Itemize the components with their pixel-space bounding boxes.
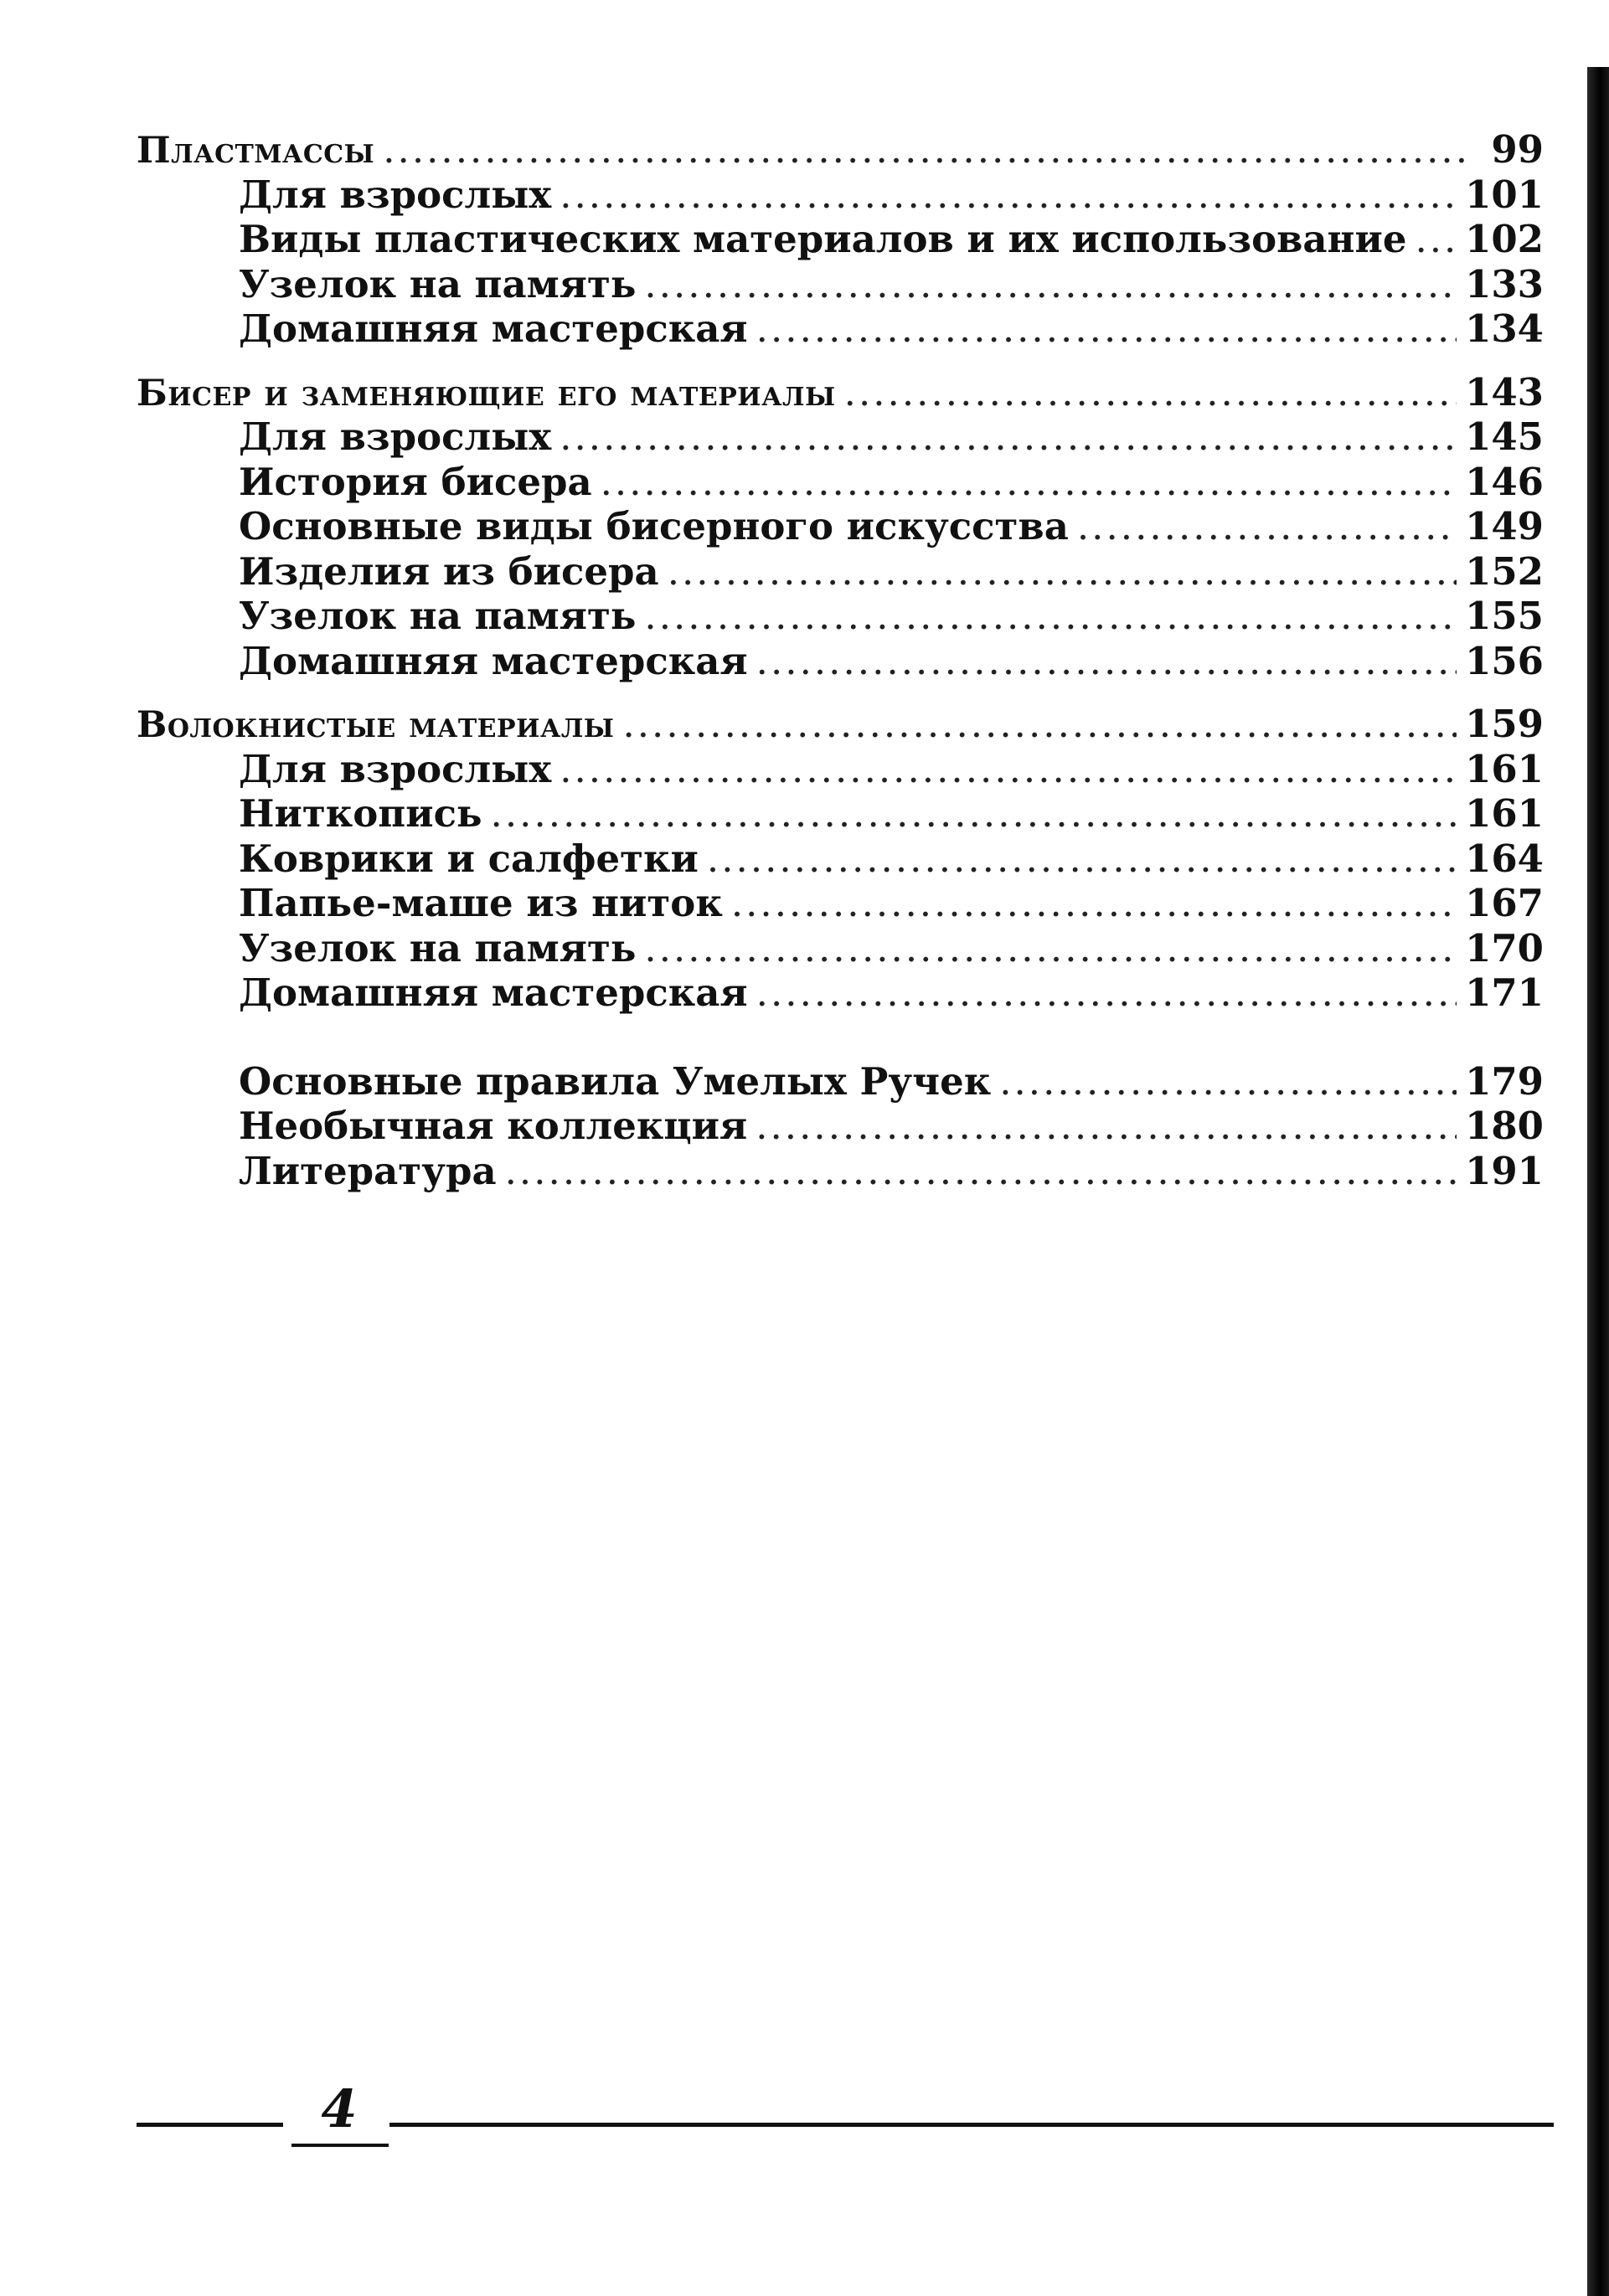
toc-entry-page: 143 bbox=[1465, 369, 1544, 414]
toc-entry-page: 161 bbox=[1465, 791, 1544, 836]
toc-entry-page: 179 bbox=[1465, 1058, 1544, 1104]
toc-entry-page: 167 bbox=[1465, 881, 1544, 925]
toc-entry-page: 164 bbox=[1465, 836, 1544, 881]
toc-subsection-entry bbox=[137, 639, 1544, 684]
toc-entry-page: 191 bbox=[1465, 1148, 1544, 1193]
toc-entry-title: Пластмассы bbox=[137, 130, 375, 172]
toc-entry-page: 145 bbox=[1465, 414, 1544, 459]
footer-rule-right bbox=[389, 2123, 1554, 2127]
toc-dot-leader bbox=[601, 460, 1457, 504]
toc-subsection-entry bbox=[137, 414, 1544, 460]
toc-entry-page: 155 bbox=[1465, 594, 1544, 638]
toc-section-entry bbox=[137, 370, 1544, 415]
toc-dot-leader bbox=[756, 639, 1457, 683]
toc-subsection-entry bbox=[137, 837, 1544, 882]
toc-entry-title: Виды пластических материалов и их использование bbox=[239, 217, 1407, 261]
toc-subsection-entry bbox=[137, 1149, 1544, 1194]
toc-subsection-entry bbox=[137, 1059, 1544, 1104]
toc-entry-page: 134 bbox=[1465, 306, 1544, 351]
toc-entry-title: Домашняя мастерская bbox=[239, 970, 748, 1015]
toc-dot-leader bbox=[644, 594, 1457, 638]
toc-dot-leader bbox=[844, 370, 1457, 414]
page-number-underline bbox=[291, 2144, 389, 2147]
toc-entry-page: 180 bbox=[1465, 1104, 1544, 1148]
toc-entry-title: Основные виды бисерного искусства bbox=[239, 504, 1069, 548]
toc-entry-title: Необычная коллекция bbox=[239, 1104, 748, 1148]
toc-entry-title: Ниткопись bbox=[239, 791, 482, 836]
toc-subsection-entry bbox=[137, 306, 1544, 352]
toc-dot-leader bbox=[560, 747, 1457, 791]
toc-dot-leader bbox=[622, 702, 1457, 746]
toc-entry-page: 102 bbox=[1465, 217, 1544, 261]
toc-subsection-entry bbox=[137, 791, 1544, 837]
toc-subsection-entry bbox=[137, 217, 1544, 262]
page-number: 4 bbox=[321, 2078, 358, 2139]
toc-dot-leader bbox=[505, 1149, 1457, 1193]
toc-entry-page: 101 bbox=[1465, 172, 1544, 217]
toc-section-entry bbox=[137, 127, 1544, 172]
toc-subsection-entry bbox=[137, 460, 1544, 505]
toc-entry-title: Узелок на память bbox=[239, 925, 637, 970]
toc-entry-page: 99 bbox=[1491, 127, 1544, 172]
toc-entry-title: Домашняя мастерская bbox=[239, 638, 748, 683]
toc-entry-page: 149 bbox=[1465, 504, 1544, 548]
toc-dot-leader bbox=[756, 1104, 1457, 1148]
toc-dot-leader bbox=[491, 791, 1457, 836]
toc-dot-leader bbox=[999, 1059, 1457, 1104]
toc-subsection-entry bbox=[137, 1104, 1544, 1149]
toc-dot-leader bbox=[707, 837, 1457, 881]
toc-dot-leader bbox=[756, 970, 1457, 1015]
toc-entry-title: Основные правила Умелых Ручек bbox=[239, 1058, 992, 1104]
toc-section-entry bbox=[137, 702, 1544, 747]
toc-entry-page: 159 bbox=[1465, 702, 1544, 746]
toc-dot-leader bbox=[560, 172, 1457, 217]
toc-entry-title: Для взрослых bbox=[239, 746, 552, 791]
toc-entry-page: 156 bbox=[1465, 638, 1544, 683]
toc-dot-leader bbox=[756, 306, 1457, 351]
toc-dot-leader bbox=[644, 262, 1457, 306]
toc-dot-leader bbox=[644, 926, 1457, 970]
toc-entry-title: Литература bbox=[239, 1148, 497, 1193]
toc-entry-title: Изделия из бисера bbox=[239, 548, 659, 594]
toc-entry-page: 146 bbox=[1465, 459, 1544, 504]
toc-entry-page: 152 bbox=[1465, 548, 1544, 594]
toc-dot-leader bbox=[731, 881, 1457, 925]
toc-subsection-entry bbox=[137, 970, 1544, 1016]
toc-subsection-entry bbox=[137, 504, 1544, 549]
toc-entry-title: Для взрослых bbox=[239, 172, 552, 217]
toc-subsection-entry bbox=[137, 881, 1544, 926]
toc-dot-leader bbox=[1077, 504, 1457, 548]
toc-dot-leader bbox=[1415, 217, 1457, 261]
toc-entry-title: Коврики и салфетки bbox=[239, 836, 699, 881]
toc-entry-title: История бисера bbox=[239, 459, 592, 504]
toc-entry-title: Волокнистые материалы bbox=[137, 704, 615, 746]
table-of-contents bbox=[137, 127, 1544, 1193]
toc-entry-title: Бисер и заменяющие его материалы bbox=[137, 372, 836, 414]
footer-rule-left bbox=[137, 2123, 283, 2127]
toc-entry-title: Узелок на память bbox=[239, 594, 637, 638]
scan-edge-shadow bbox=[1587, 67, 1609, 2296]
toc-dot-leader bbox=[383, 127, 1468, 172]
toc-subsection-entry bbox=[137, 549, 1544, 595]
toc-entry-page: 133 bbox=[1465, 261, 1544, 306]
toc-subsection-entry bbox=[137, 747, 1544, 792]
toc-entry-title: Домашняя мастерская bbox=[239, 306, 748, 351]
toc-subsection-entry bbox=[137, 594, 1544, 639]
toc-dot-leader bbox=[668, 549, 1457, 594]
toc-entry-page: 170 bbox=[1465, 925, 1544, 970]
toc-entry-page: 171 bbox=[1465, 970, 1544, 1015]
toc-entry-title: Для взрослых bbox=[239, 414, 552, 459]
toc-subsection-entry bbox=[137, 926, 1544, 971]
toc-entry-title: Папье-маше из ниток bbox=[239, 881, 723, 925]
toc-entry-page: 161 bbox=[1465, 746, 1544, 791]
toc-subsection-entry bbox=[137, 172, 1544, 218]
toc-dot-leader bbox=[560, 414, 1457, 459]
toc-subsection-entry bbox=[137, 262, 1544, 307]
toc-entry-title: Узелок на память bbox=[239, 261, 637, 306]
